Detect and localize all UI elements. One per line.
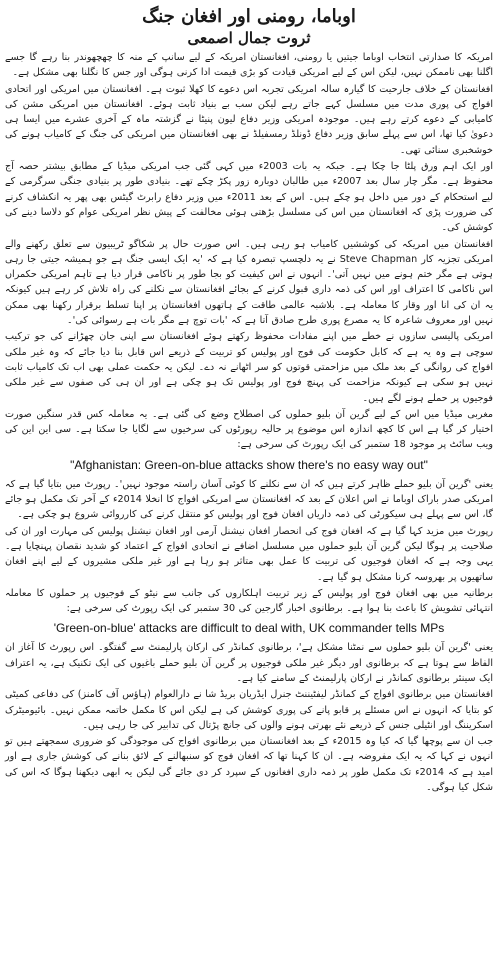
article-paragraph: امریکہ کا صدارتی انتخاب اوباما جیتیں یا رومنی، افغانستان امریکہ کے لیے سانپ کے منہ کا چھچھوندر بنا رہے گا جسے اگلنا بھی ناممکن نہیں، لیکن اس کے لیے امریکی قیادت کو بڑی قیمت ادا کرنی ہوگی اور جس کا نگلنا بھی مشکل ہے۔	[5, 52, 493, 79]
article-author: ثروت جمال اصمعی	[187, 29, 311, 47]
article-paragraph: افغانستان کے خلاف جارحیت کا گیارہ سالہ امریکی تجربہ اس دعوے کا کھلا ثبوت ہے۔ افغانستان میں امریکی اور اتحادی افواج کی پوری مدت میں مسلسل کہے جاتے رہے لیکن سب بے بنیاد ثابت ہوئے۔ افغانستان میں امریکی مشن کی کامیابی کے دعوے کرتے رہے ہیں۔ موجودہ امریکی وزیر دفاع لیون پنیٹا نے گزشتہ ماہ کے آخری عشرے میں ایسا ہی دعویٰ کیا تھا، اس سے پہلے سابق وزیر دفاع ڈونلڈ رمسفیلڈ نے بھی افغانستان میں امریکی کی جنگ کے کامیاب ہونے کی خوشخبری سنائی تھی۔	[5, 83, 493, 156]
quoted-headline-guardian: 'Green-on-blue' attacks are difficult to deal with, UK commander tells MPs	[53, 621, 445, 636]
quoted-headline-cnn: "Afghanistan: Green-on-blue attacks show there's no easy way out"	[70, 457, 428, 472]
article-paragraph: یعنی 'گرین آن بلیو حملوں سے نمٹنا مشکل ہے'، برطانوی کمانڈر کی ارکان پارلیمنٹ سے گفتگو۔ اس رپورٹ کا آغاز ان الفاظ سے ہوتا ہے کہ برطانوی اور دیگر غیر ملکی فوجیوں پر گرین آن بلیو حملے باغیوں کی ایک تکنیک ہے، یہ اعتراف ایک سینئر برطانوی کمانڈر نے ارکان پارلیمنٹ کے سامنے کیا ہے۔	[5, 642, 493, 684]
article-paragraph: اور ایک اہم ورق پلٹا جا چکا ہے۔ جبکہ یہ بات 2003ء میں کہی گئی جب امریکی میڈیا کے مطابق بیشتر حصہ آج محفوظ ہے۔ مگر چار سال بعد 2007ء میں طالبان دوبارہ زور پکڑ چکے تھے۔ بنیادی طور پر بنیادی جنگی سرگرمی کے لیے استحکام کے دور میں داخل ہو چکے ہیں۔ اس کے بعد 2011ء میں وزیر دفاع رابرٹ گیٹس بھی پھر یہ انکشاف کرنے کی ضرورت پڑی کہ افغانستان میں اس کی مسلسل بڑھتی ہوئی مخالفت کے پیش نظر امریکی عوام کو دلاسا دینے کی کوشش کی۔	[5, 161, 493, 234]
article-paragraph: افغانستان میں برطانوی افواج کے کمانڈر لیفٹیننٹ جنرل ایڈریان بریڈ شا نے دارالعوام (ہاؤس آف کامنز) کی دفاعی کمیٹی کو بتایا کہ انہوں نے اس مسئلے پر قابو پانے کی پوری کوشش کی ہے لیکن اس کا مکمل خاتمہ ممکن نہیں۔ بائیومیٹرک اسکریننگ اور انٹیلی جنس کے ذریعے نئے بھرتی ہونے والوں کی جانچ پڑتال کی تدابیر کی جا رہی ہیں۔	[5, 689, 493, 731]
article-paragraph: مغربی میڈیا میں اس کے لیے گرین آن بلیو حملوں کی اصطلاح وضع کی گئی ہے۔ یہ معاملہ کس قدر سنگین صورت اختیار کر گیا ہے اس کا کچھ اندازہ اس موضوع پر حالیہ رپورٹوں کی سرخیوں سے لگایا جا سکتا ہے۔ سی این این کی ویب سائٹ پر موجود 18 ستمبر کی ایک رپورٹ کی سرخی ہے:	[5, 408, 493, 451]
article-paragraph: جب ان سے پوچھا گیا کہ کیا وہ 2015ء کے بعد افغانستان میں برطانوی افواج کی موجودگی کو ضروری سمجھتے ہیں تو انہوں نے کہا کہ یہ ایک مفروضہ ہے۔ ان کا کہنا تھا کہ افغان فوج کو سنبھالنے کے لائق بنانے کی کوشش جاری ہے اور امید ہے کہ 2014ء تک مکمل طور پر ذمہ داری افغانوں کے سپرد کر دی جائے گی لیکن یہ ابھی دیکھنا ہوگا کہ اس کی شکل کیا ہوگی۔	[5, 736, 494, 794]
article-paragraph: افغانستان میں امریکہ کی کوششیں کامیاب ہو رہی ہیں۔ اس صورت حال پر شکاگو ٹریبیون سے تعلق رکھنے والے امریکی تجزیہ کار Steve Chapman نے یہ دلچسپ تبصرہ کیا ہے کہ 'یہ ایک ایسی جنگ ہے جو ہمیشہ جیتی جا رہی ہوتی ہے مگر ختم ہونے میں نہیں آتی'۔ انہوں نے اس کیفیت کو بجا طور پر ناکامی قرار دیا ہے تاہم امریکی حکمراں اس ناکامی کا اعتراف اور اس کی ذمہ داری قبول کرنے کے بجائے افغانستان سے نکلنے کی راہ تلاش کر رہے ہیں کیونکہ یہ ان کی انا اور وقار کا معاملہ ہے۔ بلاشبہ عالمی طاقت کے ہاتھوں افغانستان پر اپنا تسلط برقرار رکھنا بھی ممکن نہیں اور معروف شاعرہ کا یہ مصرع پوری طرح صادق آتا ہے کہ 'بات توچ ہے مگر بات ہے رسوائی کی'۔	[5, 238, 493, 327]
article-paragraph: امریکی پالیسی سازوں نے خطے میں اپنے مفادات محفوظ رکھتے ہوئے افغانستان سے اپنی جان چھڑانے کی جو ترکیب سوچی ہے وہ یہ ہے کہ کابل حکومت کی فوج اور پولیس کو تربیت کے ذریعے اس قابل بنا دیا جائے کہ وہ غیر ملکی افواج کی روانگی کے بعد ملک میں مزاحمتی قوتوں کو سر اٹھانے نہ دے۔ لیکن یہ حکمت عملی بھی اب تک کامیاب ثابت نہیں ہو سکی ہے کیونکہ مزاحمت کی پہنچ فوج اور پولیس تک ہو چکی ہے اور ان ہی کی صفوں سے غیر ملکی فوجیوں پر حملے ہونے لگے ہیں۔	[5, 331, 493, 404]
article-paragraph: یعنی 'گرین آن بلیو حملے ظاہر کرتے ہیں کہ ان سے نکلنے کا کوئی آسان راستہ موجود نہیں'۔ رپورٹ میں بتایا گیا ہے کہ امریکی صدر باراک اوباما نے اس اعلان کے بعد کہ افغانستان سے امریکی افواج کا انخلا 2014ء کے آخر تک مکمل ہو جائے گا، اس سے پہلے ہی سیکورٹی کی ذمہ داریاں افغان فوج اور پولیس کو منتقل کرنے کی کارروائی شروع ہو چکی ہے۔	[5, 478, 493, 521]
article-title: اوباما، رومنی اور افغان جنگ	[142, 6, 356, 27]
article-paragraph: برطانیہ میں بھی افغان فوج اور پولیس کے زیر تربیت اہلکاروں کی جانب سے نیٹو کے فوجیوں پر حملوں کا معاملہ انتہائی تشویش کا باعث بنا ہوا ہے۔ برطانوی اخبار گارجین کی 30 ستمبر کی ایک رپورٹ کی سرخی ہے:	[5, 587, 493, 615]
article-paragraph: رپورٹ میں مزید کہا گیا ہے کہ افغان فوج کی انحصار افغان نیشنل آرمی اور افغان نیشنل پولیس کی مہارت اور ان کی صلاحیت پر ہوگا لیکن گرین آن بلیو حملوں میں مسلسل اضافے نے اتحادی افواج کے اعتماد کو شدید نقصان پہنچایا ہے۔ یہی وجہ ہے کہ افغان فوجیوں کی تربیت کا عمل بھی متاثر ہو رہا ہے اور غیر ملکی مشیروں کے لیے اپنے افغان ساتھیوں پر بھروسہ کرنا مشکل ہو گیا ہے۔	[5, 525, 493, 583]
